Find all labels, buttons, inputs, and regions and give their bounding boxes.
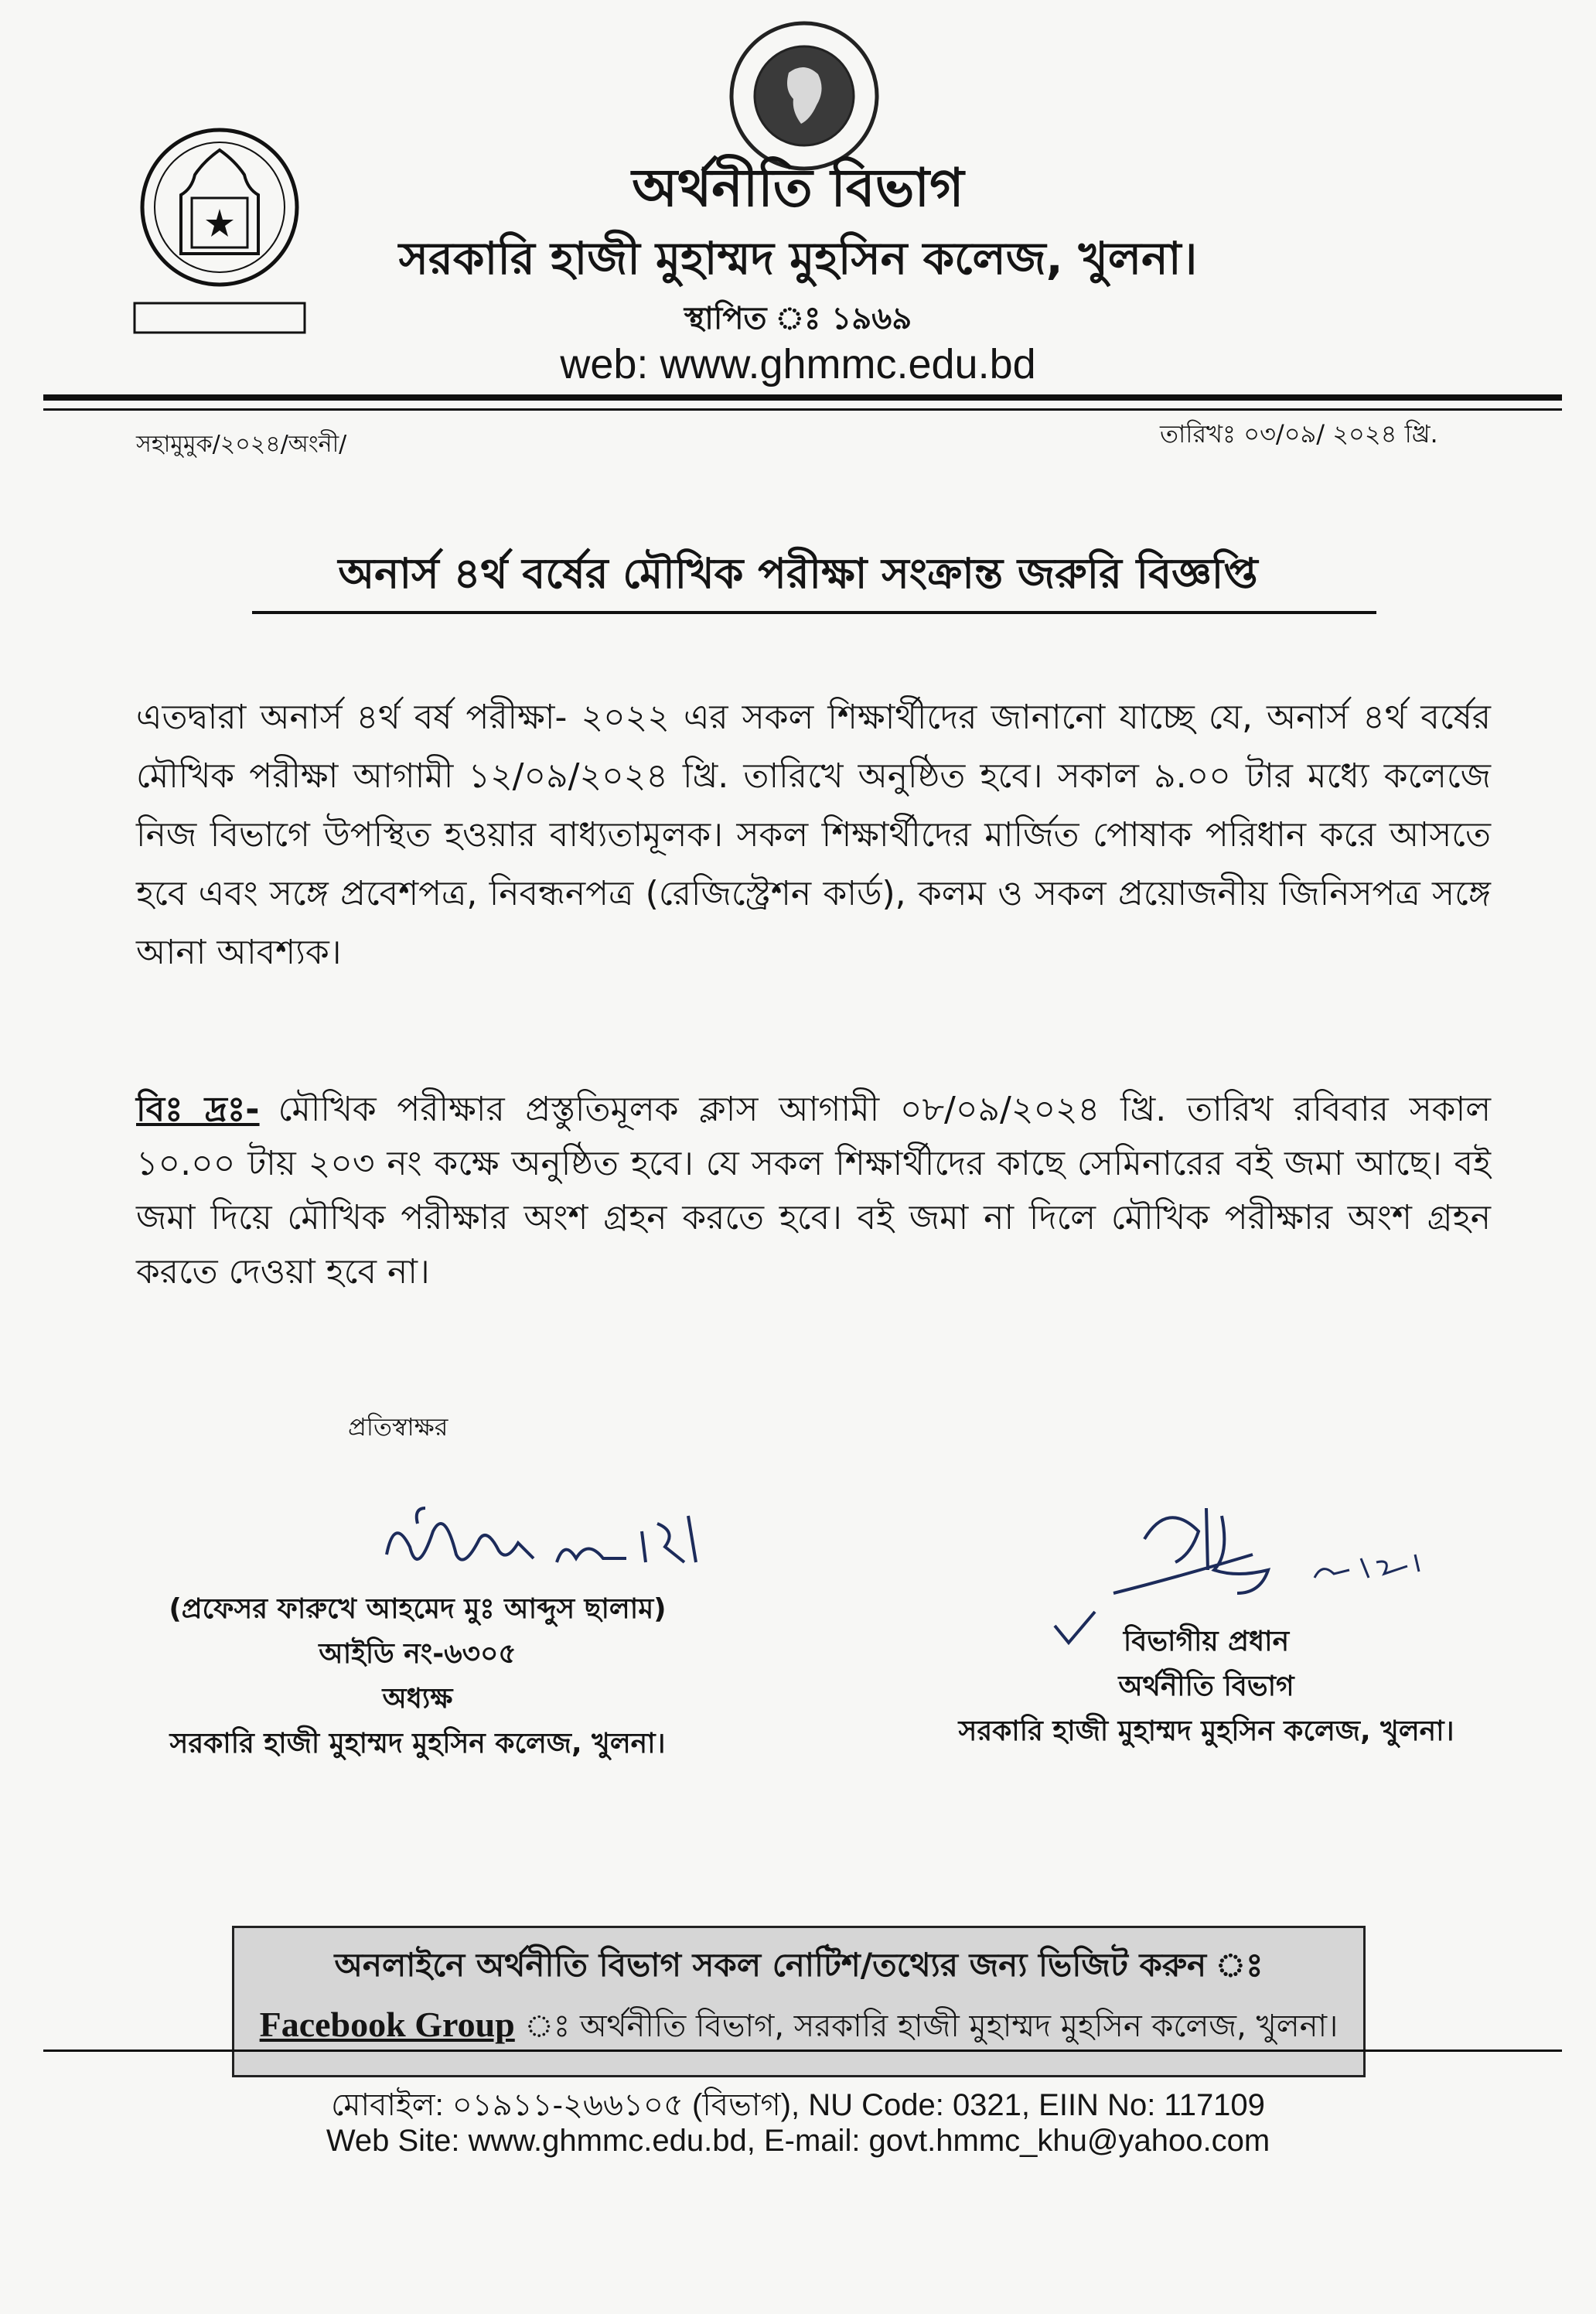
notice-body: এতদ্বারা অনার্স ৪র্থ বর্ষ পরীক্ষা- ২০২২ এর সকল শিক্ষার্থীদের জানানো যাচ্ছে যে, অনার্স ৪র্থ বর্ষের মৌখিক পরীক্ষা আগামী ১২/০৯/২০২৪ খ্রি. তারিখে অনুষ্ঠিত হবে। সকাল ৯.০০ টার মধ্যে কলেজে নিজ বিভাগে উপস্থিত হওয়ার বাধ্যতামূলক। সকল শিক্ষার্থীদের মার্জিত পোষাক পরিধান করে আসতে হবে এবং সঙ্গে প্রবেশপত্র, নিবন্ধনপত্র (রেজিস্ট্রেশন কার্ড), কলম ও সকল প্রয়োজনীয় জিনিসপত্র সঙ্গে আনা আবশ্যক। — [136, 698, 1491, 972]
principal-name: (প্রফেসর ফারুখে আহমেদ মুঃ আব্দুস ছালাম) — [169, 1593, 667, 1625]
head-signature-block — [912, 1619, 1500, 1754]
note-text: মৌখিক পরীক্ষার প্রস্তুতিমূলক ক্লাস আগামী ০৮/০৯/২০২৪ খ্রি. তারিখ রবিবার সকাল ১০.০০ টায় ২০৩ নং কক্ষে অনুষ্ঠিত হবে। যে সকল শিক্ষার্থীদের কাছে সেমিনারের বই জমা আছে। বই জমা দিয়ে মৌখিক পরীক্ষার অংশ গ্রহন করতে হবে। বই জমা না দিলে মৌখিক পরীক্ষার অংশ গ্রহন করতে দেওয়া হবে না। — [136, 1090, 1491, 1292]
facebook-line — [232, 2002, 1366, 2053]
principal-designation: অধ্যক্ষ — [382, 1683, 453, 1715]
college-name: সরকারি হাজী মুহাম্মদ মুহসিন কলেজ, খুলনা। — [398, 232, 1198, 285]
head-institution: সরকারি হাজী মুহাম্মদ মুহসিন কলেজ, খুলনা। — [958, 1715, 1454, 1747]
facebook-group-text: ঃ অর্থনীতি বিভাগ, সরকারি হাজী মুহাম্মদ মুহসিন কলেজ, খুলনা। — [514, 2009, 1339, 2044]
footer-divider — [43, 2049, 1562, 2052]
countersign-label: প্রতিস্বাক্ষর — [348, 1412, 448, 1442]
principal-signature-block — [131, 1587, 704, 1766]
online-notice-line: অনলাইনে অর্থনীতি বিভাগ সকল নোটিশ/তথ্যের জন্য ভিজিট করুন ঃ — [334, 1946, 1264, 1984]
facebook-group-label: Facebook Group — [259, 2005, 515, 2044]
header-divider-thin — [43, 408, 1562, 411]
notice-subject: অনার্স ৪র্থ বর্ষের মৌখিক পরীক্ষা সংক্রান্ত জরুরি বিজ্ঞপ্তি — [338, 549, 1258, 598]
footer-contact: মোবাইল: ০১৯১১-২৬৬১০৫ (বিভাগ), NU Code: 0321, EIIN No: 117109 — [331, 2088, 1265, 2122]
established-year: স্থাপিত ঃ ১৯৬৯ — [684, 301, 912, 336]
subject-underline — [252, 611, 1376, 614]
header-website: web: www.ghmmc.edu.bd — [560, 341, 1036, 387]
note-label: বিঃ দ্রঃ- — [136, 1090, 260, 1129]
department-title: অর্থনীতি বিভাগ — [632, 158, 964, 219]
header-divider — [43, 394, 1562, 401]
footer-web-email: Web Site: www.ghmmc.edu.bd, E-mail: govt.hmmc_khu@yahoo.com — [326, 2124, 1270, 2158]
principal-id: আইডি নং-৬৩০৫ — [319, 1638, 517, 1670]
note-paragraph — [136, 1083, 1491, 1299]
memo-date: তারিখঃ ০৩/০৯/ ২০২৪ খ্রি. — [1160, 419, 1438, 449]
memo-reference: সহামুমুক/২০২৪/অংনী/ — [136, 431, 347, 458]
head-designation: বিভাগীয় প্রধান — [1123, 1626, 1290, 1657]
principal-signature — [371, 1485, 742, 1601]
principal-institution: সরকারি হাজী মুহাম্মদ মুহসিন কলেজ, খুলনা। — [169, 1728, 666, 1759]
head-signature — [1083, 1485, 1438, 1601]
head-department: অর্থনীতি বিভাগ — [1118, 1671, 1294, 1702]
